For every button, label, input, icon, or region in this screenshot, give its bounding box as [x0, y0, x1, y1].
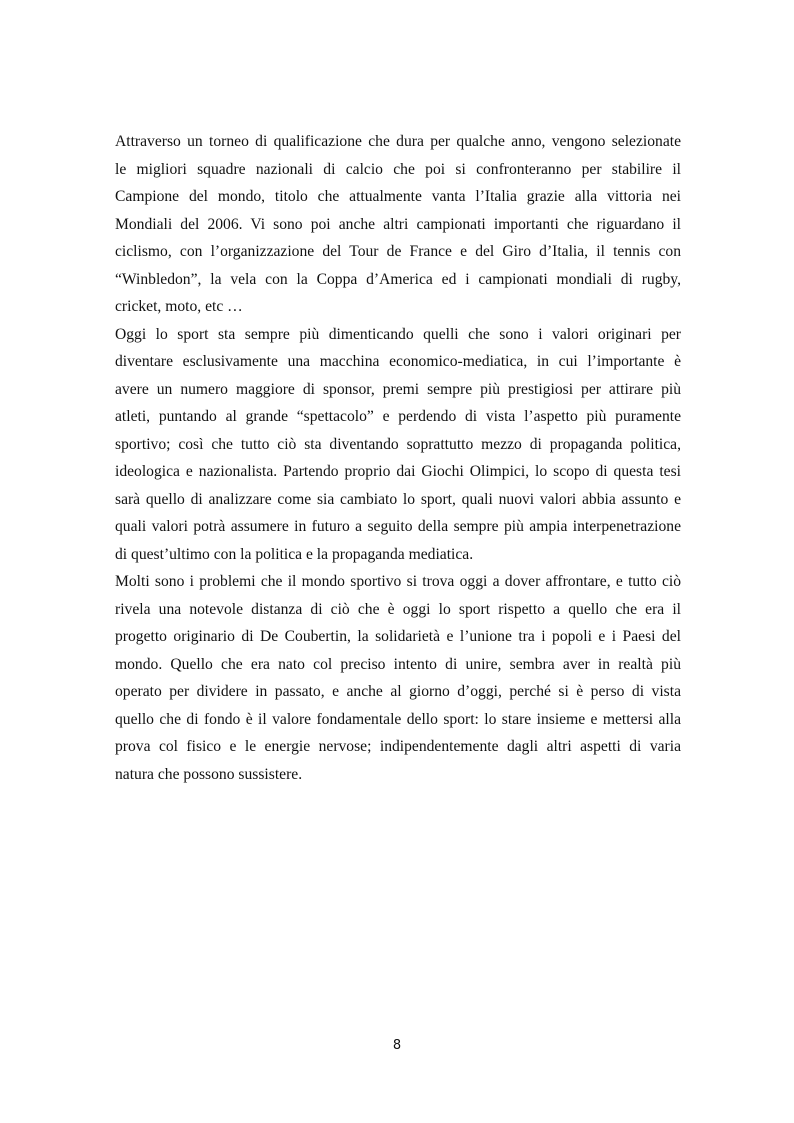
paragraph: [115, 568, 681, 788]
text-line: Attraverso un torneo di qualificazione che dura per qualche anno, vengono selezionate: [115, 133, 681, 150]
text-line: le migliori squadre nazionali di calcio che poi si confronteranno per stabilire il: [115, 160, 681, 178]
text-line: Molti sono i problemi che il mondo sportivo si trova oggi a dover affrontare, e tutto ciò: [115, 573, 681, 590]
text-line: mondo. Quello che era nato col preciso intento di unire, sembra aver in realtà più: [115, 655, 681, 673]
text-line: di quest’ultimo con la politica e la propaganda mediatica.: [115, 545, 474, 563]
text-line: cricket, moto, etc …: [115, 298, 243, 315]
text-line: Campione del mondo, titolo che attualmente vanta l’Italia grazie alla vittoria nei: [115, 188, 681, 205]
body-text: [115, 128, 681, 788]
page-number: 8: [392, 1038, 402, 1053]
text-line: Oggi lo sport sta sempre più dimenticando quelli che sono i valori originari per: [115, 325, 681, 343]
text-line: diventare esclusivamente una macchina economico-mediatica, in cui l’importante è: [115, 353, 681, 370]
text-line: atleti, puntando al grande “spettacolo” e perdendo di vista l’aspetto più puramente: [115, 408, 681, 425]
text-line: ideologica e nazionalista. Partendo proprio dai Giochi Olimpici, lo scopo di questa tesi: [115, 463, 681, 480]
text-line: progetto originario di De Coubertin, la solidarietà e l’unione tra i popoli e i Paesi del: [115, 628, 681, 645]
text-line: operato per dividere in passato, e anche al giorno d’oggi, perché si è perso di vista: [115, 683, 681, 700]
paragraph: [115, 128, 681, 321]
text-line: rivela una notevole distanza di ciò che è oggi lo sport rispetto a quello che era il: [115, 600, 681, 618]
text-line: ciclismo, con l’organizzazione del Tour de France e del Giro d’Italia, il tennis con: [115, 243, 681, 260]
text-line: natura che possono sussistere.: [115, 765, 303, 783]
text-line: Mondiali del 2006. Vi sono poi anche altri campionati importanti che riguardano il: [115, 215, 681, 233]
text-line: quello che di fondo è il valore fondamentale dello sport: lo stare insieme e mettersi alla: [115, 710, 681, 728]
text-line: “Winbledon”, la vela con la Coppa d’America ed i campionati mondiali di rugby,: [115, 270, 681, 288]
text-line: sarà quello di analizzare come sia cambiato lo sport, quali nuovi valori abbia assunto e: [115, 490, 681, 508]
text-line: quali valori potrà assumere in futuro a seguito della sempre più ampia interpenetrazione: [115, 518, 681, 535]
text-line: avere un numero maggiore di sponsor, premi sempre più prestigiosi per attirare più: [115, 380, 681, 398]
text-line: prova col fisico e le energie nervose; indipendentemente dagli altri aspetti di varia: [115, 738, 681, 755]
text-line: sportivo; così che tutto ciò sta diventando soprattutto mezzo di propaganda politica,: [115, 435, 681, 453]
paragraph: [115, 321, 681, 569]
